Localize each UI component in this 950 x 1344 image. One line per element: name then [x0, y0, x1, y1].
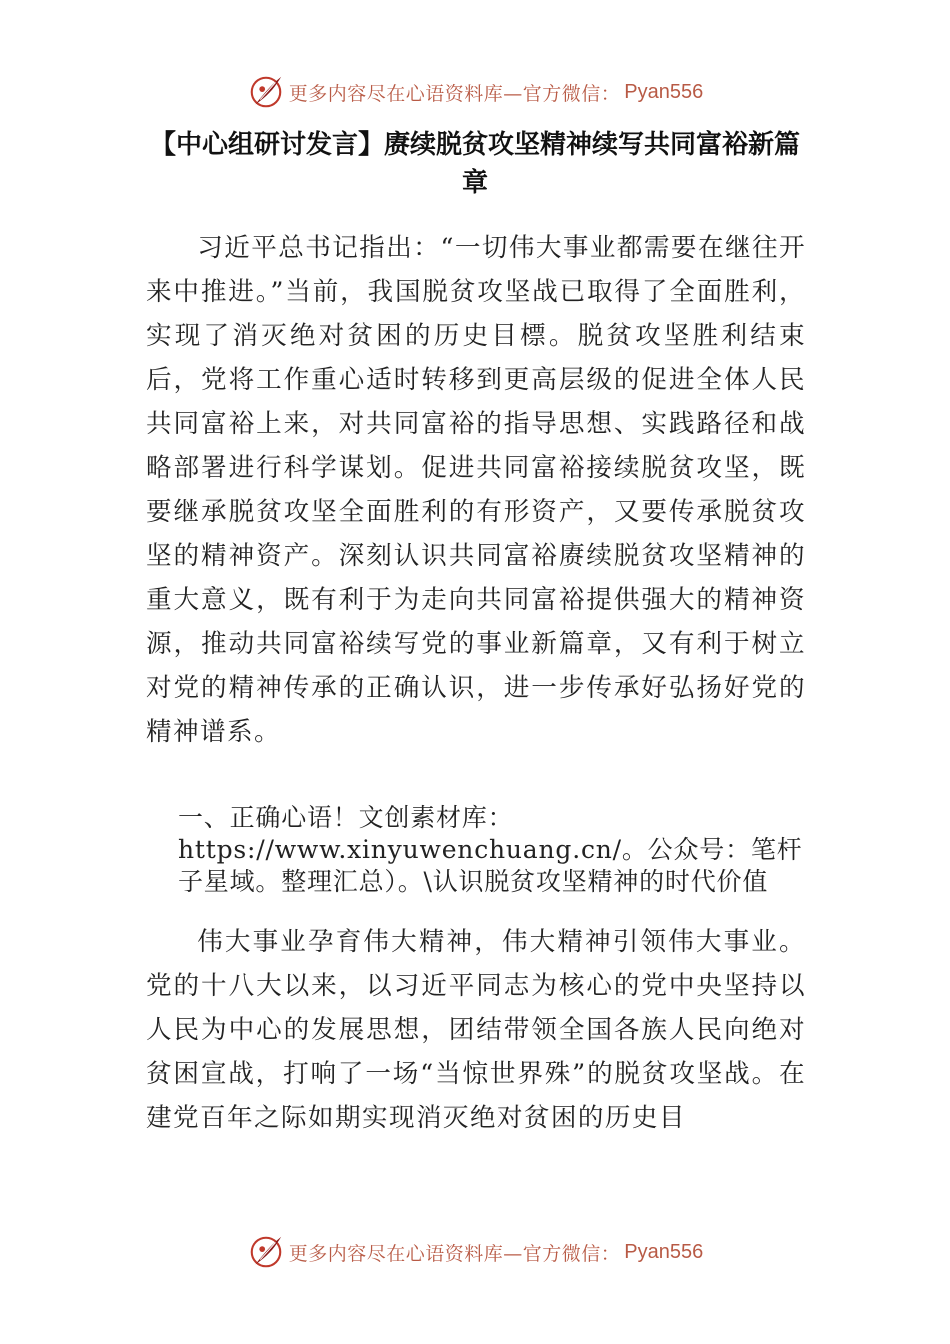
- paragraph-section-1: 伟大事业孕育伟大精神，伟大精神引领伟大事业。党的十八大以来，以习近平同志为核心的党中央坚持以人民为中心的发展思想，团结带领全国各族人民向绝对贫困宣战，打响了一场“当惊世界殊”的脱贫攻坚战。在建党百年之际如期实现消灭绝对贫困的历史目: [146, 927, 806, 1133]
- header-wechat-id: Pyan556: [624, 80, 704, 103]
- quill-pen-logo-icon: [247, 73, 285, 111]
- paragraph-intro: 习近平总书记指出：“一切伟大事业都需要在继往开来中推进。”当前，我国脱贫攻坚战已取得了全面胜利，实现了消灭绝对贫困的历史目標。脱贫攻坚胜利结束后，党将工作重心适时转移到更高层级的促进全体人民共同富裕上来，对共同富裕的指导思想、实践路径和战略部署进行科学谋划。促进共同富裕接续脱贫攻坚，既要继承脱贫攻坚全面胜利的有形资产，又要传承脱贫攻坚的精神资产。深刻认识共同富裕赓续脱贫攻坚精神的重大意义，既有利于为走向共同富裕提供强大的精神资源，推动共同富裕续写党的事业新篇章，又有利于树立对党的精神传承的正确认识，进一步传承好弘扬好党的精神谱系。: [146, 233, 806, 747]
- quill-pen-logo-icon: [247, 1233, 285, 1271]
- footer-wechat-id: Pyan556: [624, 1240, 704, 1263]
- section-heading-1: 一、正确心语！文创素材库：https://www.xinyuwenchuang.cn/。公众号：笔杆子星域。整理汇总）。\认识脱贫攻坚精神的时代价值: [178, 803, 803, 896]
- header-banner: [0, 70, 950, 114]
- footer-banner-text: 更多内容尽在心语资料库—官方微信：: [288, 1242, 621, 1265]
- header-banner-text: 更多内容尽在心语资料库—官方微信：: [288, 82, 621, 105]
- footer-banner: [0, 1230, 950, 1274]
- document-title: 【中心组研讨发言】赓续脱贫攻坚精神续写共同富裕新篇章: [149, 130, 800, 198]
